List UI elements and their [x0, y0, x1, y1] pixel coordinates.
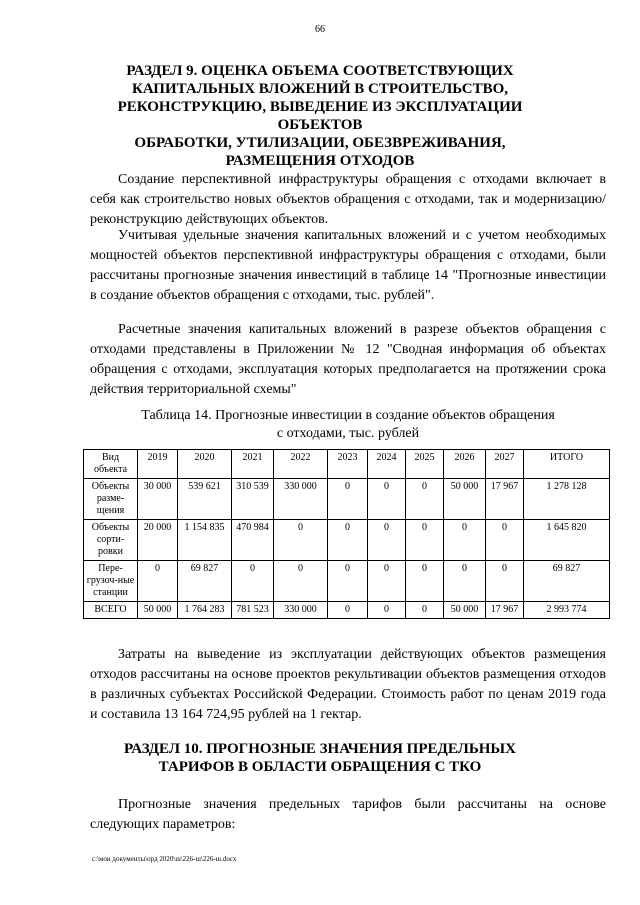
table-row	[84, 520, 610, 561]
table-cell: Объекты сорти-ровки	[84, 520, 138, 561]
table-cell: 470 984	[232, 520, 274, 561]
table-caption-line: Таблица 14. Прогнозные инвестиции в создание объектов обращения	[141, 408, 555, 423]
table-cell: 1 645 820	[524, 520, 610, 561]
table-cell: Объекты разме-щения	[84, 479, 138, 520]
table-cell: 0	[274, 561, 328, 602]
section-9-heading-line: РАЗДЕЛ 9. ОЦЕНКА ОБЪЕМА СООТВЕТСТВУЮЩИХ	[126, 63, 514, 79]
table-cell: 0	[368, 602, 406, 619]
table-cell: 0	[444, 561, 486, 602]
table-header-cell: Вид объекта	[84, 450, 138, 479]
paragraph-infrastructure: Создание перспективной инфраструктуры обращения с отходами включает в себя как строительство новых объектов обращения с отходами, так и модернизацию/реконструкцию действующих объектов.	[90, 172, 606, 227]
section-10-heading	[80, 740, 560, 776]
table-cell: 1 278 128	[524, 479, 610, 520]
table-cell: 0	[328, 479, 368, 520]
table-header-cell: 2026	[444, 450, 486, 479]
investment-table	[83, 449, 610, 619]
table-cell: 50 000	[138, 602, 178, 619]
table-header-cell: 2024	[368, 450, 406, 479]
table-cell: ВСЕГО	[84, 602, 138, 619]
section-9-heading-line: РЕКОНСТРУКЦИЮ, ВЫВЕДЕНИЕ ИЗ ЭКСПЛУАТАЦИИ ОБЪЕКТОВ	[117, 99, 523, 133]
table-cell: 1 154 835	[178, 520, 232, 561]
section-9-heading	[80, 62, 560, 170]
table-cell: 0	[232, 561, 274, 602]
table-cell: 0	[368, 520, 406, 561]
table-cell: 0	[368, 479, 406, 520]
table-header-cell: 2019	[138, 450, 178, 479]
table-row	[84, 479, 610, 520]
table-cell: 330 000	[274, 602, 328, 619]
table-caption-line: с отходами, тыс. рублей	[276, 426, 420, 441]
table-cell: 310 539	[232, 479, 274, 520]
table-cell: 1 764 283	[178, 602, 232, 619]
table-cell: 0	[406, 520, 444, 561]
table-cell: 2 993 774	[524, 602, 610, 619]
table-caption	[90, 407, 606, 443]
paragraph-appendix: Расчетные значения капитальных вложений в разрезе объектов обращения с отходами представлены в Приложении № 12 "Сводная информация об объектах обращения с отходами, эксплуатация которых предполагается на протяжении срока действия территориальной схемы"	[90, 322, 606, 397]
paragraph-tariffs: Прогнозные значения предельных тарифов были рассчитаны на основе следующих параметров:	[90, 797, 606, 832]
table-cell: 50 000	[444, 602, 486, 619]
table-cell: 0	[274, 520, 328, 561]
table-cell: 20 000	[138, 520, 178, 561]
section-9-heading-line: ОБРАБОТКИ, УТИЛИЗАЦИИ, ОБЕЗВРЕЖИВАНИЯ,	[134, 135, 506, 151]
table-header-cell: 2027	[486, 450, 524, 479]
table-cell: 330 000	[274, 479, 328, 520]
table-total-row	[84, 602, 610, 619]
table-cell: Пере-грузоч-ные станции	[84, 561, 138, 602]
table-cell: 539 621	[178, 479, 232, 520]
table-header-cell: 2022	[274, 450, 328, 479]
table-cell: 0	[138, 561, 178, 602]
section-10-heading-line: РАЗДЕЛ 10. ПРОГНОЗНЫЕ ЗНАЧЕНИЯ ПРЕДЕЛЬНЫХ	[124, 741, 516, 757]
table-header-cell: 2021	[232, 450, 274, 479]
paragraph-investments: Учитывая удельные значения капитальных вложений и с учетом необходимых мощностей объектов перспективной инфраструктуры обращения с отходами, были рассчитаны прогнозные значения инвестиций в таблице 14 "Прогнозные инвестиции в создание объектов обращения с отходами, тыс. рублей".	[90, 228, 606, 303]
table-cell: 30 000	[138, 479, 178, 520]
table-cell: 0	[328, 561, 368, 602]
table-cell: 17 967	[486, 479, 524, 520]
table-header-cell: 2023	[328, 450, 368, 479]
file-path-footer: c:\мои документы\орд 2020\ш\226-ш\226-ш.docx	[92, 855, 237, 863]
table-cell: 69 827	[524, 561, 610, 602]
table-header-cell: 2025	[406, 450, 444, 479]
page-number: 66	[315, 24, 325, 35]
section-10-heading-line: ТАРИФОВ В ОБЛАСТИ ОБРАЩЕНИЯ С ТКО	[158, 759, 482, 775]
table-cell: 50 000	[444, 479, 486, 520]
table-row	[84, 561, 610, 602]
table-header-row	[84, 450, 610, 479]
table-cell: 0	[444, 520, 486, 561]
table-cell: 17 967	[486, 602, 524, 619]
table-cell: 0	[328, 520, 368, 561]
paragraph-decommissioning: Затраты на выведение из эксплуатации действующих объектов размещения отходов рассчитаны на основе проектов рекультивации объектов размещения отходов в различных субъектах Российской Федерации. Стоимость работ по ценам 2019 года и составила 13 164 724,95 рублей на 1 гектар.	[90, 647, 606, 722]
table-cell: 781 523	[232, 602, 274, 619]
table-cell: 0	[486, 520, 524, 561]
table-header-cell: ИТОГО	[524, 450, 610, 479]
table-cell: 0	[328, 602, 368, 619]
section-9-heading-line: РАЗМЕЩЕНИЯ ОТХОДОВ	[225, 153, 415, 169]
table-cell: 0	[406, 561, 444, 602]
table-cell: 0	[368, 561, 406, 602]
table-cell: 69 827	[178, 561, 232, 602]
table-cell: 0	[406, 479, 444, 520]
table-cell: 0	[486, 561, 524, 602]
section-9-heading-line: КАПИТАЛЬНЫХ ВЛОЖЕНИЙ В СТРОИТЕЛЬСТВО,	[131, 81, 509, 97]
table-header-cell: 2020	[178, 450, 232, 479]
table-cell: 0	[406, 602, 444, 619]
